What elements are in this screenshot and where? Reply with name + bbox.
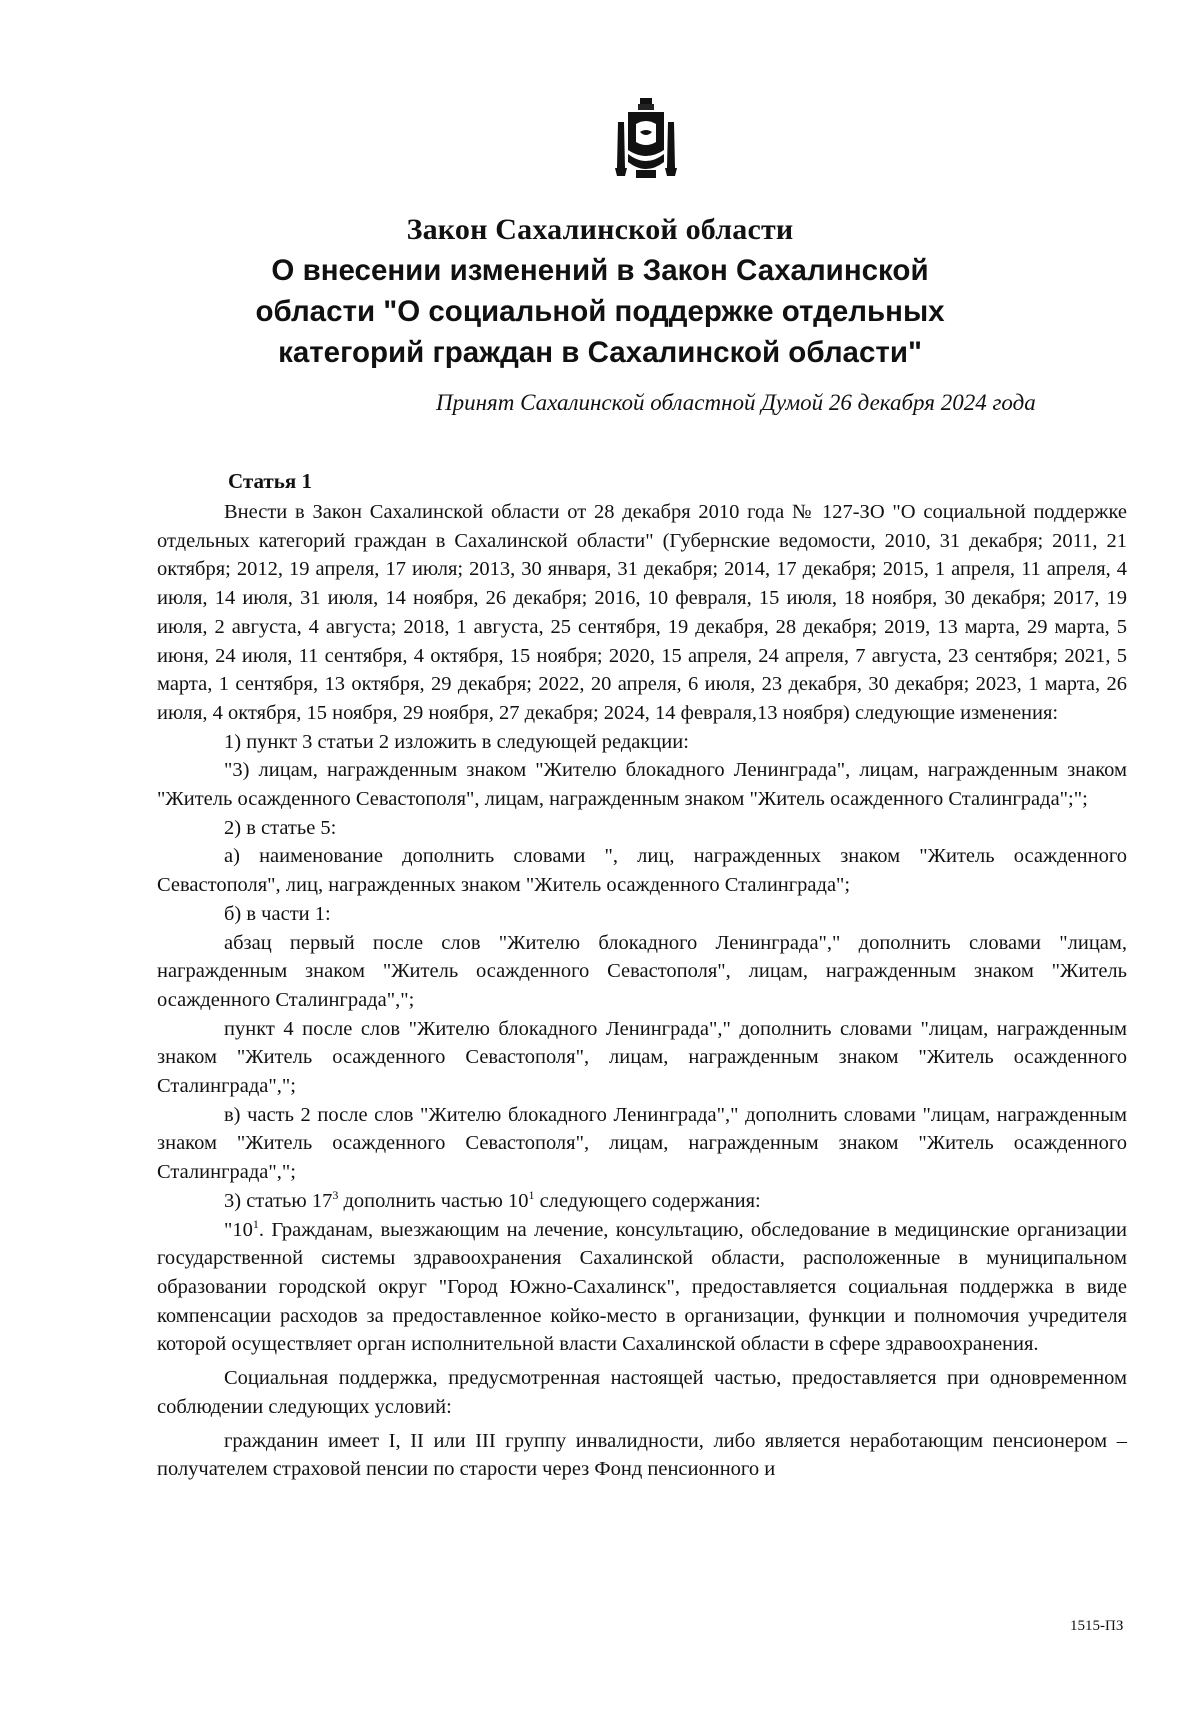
superscript: 1 <box>252 1216 259 1231</box>
body-paragraph: 2) в статье 5: <box>224 816 337 839</box>
document-subtitle <box>0 250 1200 373</box>
body-paragraph: 1) пункт 3 статьи 2 изложить в следующей редакции: <box>224 730 689 753</box>
body-paragraph: Социальная поддержка, предусмотренная настоящей частью, предоставляется при одновременном соблюдении следующих условий: <box>157 1367 1127 1418</box>
body-paragraph: абзац первый после слов "Жителю блокадного Ленинграда"," дополнить словами "лицам, награжденным знаком "Житель осажденного Севастополя", лицам, награжденным знаком "Житель осажденного Сталинграда","; <box>157 931 1127 1011</box>
subtitle-line: категорий граждан в Сахалинской области" <box>278 336 922 369</box>
body-paragraph: "3) лицам, награжденным знаком "Жителю блокадного Ленинграда", лицам, награжденным знаком "Житель осажденного Севастополя", лицам, награжденным знаком "Житель осажденного Сталинграда";"; <box>157 759 1127 811</box>
article-heading: Статья 1 <box>228 469 312 493</box>
part-text: . Гражданам, выезжающим на лечение, консультацию, обследование в медицинские организации государственной системы здравоохранения Сахалинской области, расположенные в муниципальном образовании городской округ "Город Южно-Сахалинск", предоставляется социальная поддержка в виде компенсации расходов за предоставленное койко-место в организации, функции и полномочия учредителя которой осуществляет орган исполнительной власти Сахалинской области в сфере здравоохранения. <box>157 1218 1127 1356</box>
superscript: 3 <box>332 1187 339 1202</box>
subtitle-line: О внесении изменений в Закон Сахалинской <box>271 254 929 287</box>
body-paragraph: в) часть 2 после слов "Жителю блокадного Ленинграда"," дополнить словами "лицам, награжденным знаком "Житель осажденного Севастополя", лицам, награжденным знаком "Житель осажденного Сталинграда","; <box>157 1103 1127 1184</box>
item3-text: следующего содержания: <box>534 1189 761 1212</box>
subtitle-line: области "О социальной поддержке отдельных <box>255 295 945 328</box>
item3-text: дополнить частью 10 <box>338 1189 529 1212</box>
body-paragraph: Внести в Закон Сахалинской области от 28 декабря 2010 года № 127-ЗО "О социальной поддержке отдельных категорий граждан в Сахалинской области" (Губернские ведомости, 2010, 31 декабря; 2011, 21 октября; 2012, 19 апреля, 17 июля; 2013, 30 января, 31 декабря; 2014, 17 декабря; 2015, 1 апреля, 11 апреля, 4 июля, 14 июля, 31 июля, 14 ноября, 26 декабря; 2016, 10 февраля, 15 июля, 18 ноября, 30 декабря; 2017, 19 июля, 2 августа, 4 августа; 2018, 1 августа, 25 сентября, 19 декабря, 28 декабря; 2019, 13 марта, 29 марта, 5 июня, 24 июля, 11 сентября, 4 октября, 15 ноября; 2020, 15 апреля, 24 апреля, 7 августа, 23 сентября; 2021, 5 марта, 1 сентября, 13 октября, 29 декабря; 2022, 20 апреля, 6 июля, 23 декабря, 30 декабря; 2023, 1 марта, 26 июля, 4 октября, 15 ноября, 29 ноября, 27 декабря; 2024, 14 февраля,13 ноября) следующие изменения: <box>157 501 1127 724</box>
body-paragraph-item-3 <box>157 1187 1127 1216</box>
body-paragraph: гражданин имеет I, II или III группу инвалидности, либо является неработающим пенсионером – получателем страховой пенсии по старости через Фонд пенсионного и <box>157 1429 1127 1481</box>
body-paragraph-part-10-1 <box>157 1216 1127 1360</box>
body-paragraph: б) в части 1: <box>224 902 331 925</box>
body-paragraph: пункт 4 после слов "Жителю блокадного Ленинграда"," дополнить словами "лицам, награжденным знаком "Житель осажденного Севастополя", лицам, награжденным знаком "Житель осажденного Сталинграда","; <box>157 1017 1127 1098</box>
document-title: Закон Сахалинской области <box>406 213 794 246</box>
adoption-note: Принят Сахалинской областной Думой 26 декабря 2024 года <box>436 390 1036 415</box>
item3-text: 3) статью 17 <box>224 1189 333 1212</box>
document-body <box>157 498 1127 1484</box>
coat-of-arms-emblem <box>614 98 678 180</box>
superscript: 1 <box>528 1187 535 1202</box>
document-code: 1515-ПЗ <box>1070 1618 1124 1634</box>
body-paragraph: а) наименование дополнить словами ", лиц, награжденных знаком "Житель осажденного Севастополя", лиц, награжденных знаком "Житель осажденного Сталинграда"; <box>157 845 1127 897</box>
part-number: "10 <box>224 1218 253 1241</box>
